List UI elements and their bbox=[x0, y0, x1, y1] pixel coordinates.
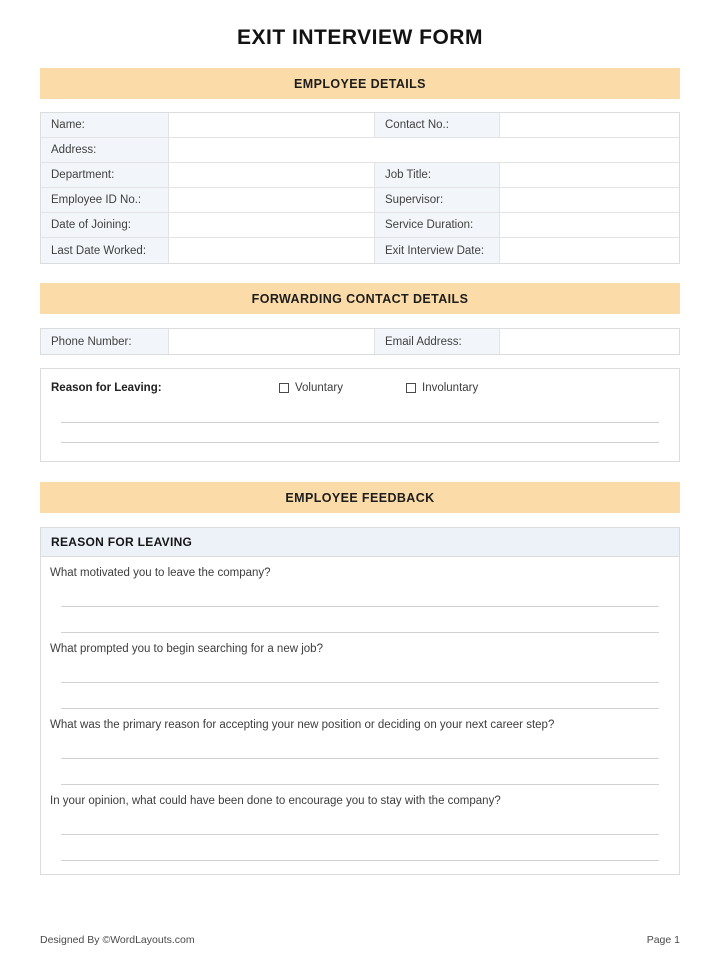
page-number: Page 1 bbox=[646, 934, 680, 946]
page-title: EXIT INTERVIEW FORM bbox=[237, 26, 483, 49]
question-text: What was the primary reason for accepting your new position or deciding on your next career step? bbox=[50, 719, 555, 731]
field-label-name: Name: bbox=[41, 113, 169, 138]
question-text: What motivated you to leave the company? bbox=[50, 567, 271, 579]
answer-line[interactable] bbox=[61, 835, 659, 861]
field-label-contact-no: Contact No.: bbox=[375, 113, 500, 138]
reason-answer-line[interactable] bbox=[61, 394, 659, 423]
field-label-employee-id: Employee ID No.: bbox=[41, 188, 169, 213]
employee-details-table bbox=[40, 112, 680, 264]
feedback-subheader-reason-for-leaving: REASON FOR LEAVING bbox=[41, 528, 679, 557]
footer-credit: Designed By ©WordLayouts.com bbox=[40, 934, 195, 946]
field-input-department[interactable] bbox=[169, 163, 375, 188]
field-input-name[interactable] bbox=[169, 113, 375, 138]
answer-line[interactable] bbox=[61, 733, 659, 759]
question-text: What prompted you to begin searching for a new job? bbox=[50, 643, 323, 655]
voluntary-label: Voluntary bbox=[295, 382, 343, 394]
field-input-employee-id[interactable] bbox=[169, 188, 375, 213]
field-label-supervisor: Supervisor: bbox=[375, 188, 500, 213]
field-input-address[interactable] bbox=[169, 138, 679, 163]
feedback-question-block bbox=[41, 792, 679, 861]
voluntary-checkbox-icon[interactable] bbox=[279, 383, 289, 393]
field-label-address: Address: bbox=[41, 138, 169, 163]
field-label-department: Department: bbox=[41, 163, 169, 188]
forwarding-contact-table bbox=[40, 328, 680, 355]
involuntary-option[interactable] bbox=[406, 382, 533, 394]
field-input-exit-interview-date[interactable] bbox=[500, 238, 679, 263]
reason-for-leaving-box bbox=[40, 368, 680, 462]
field-label-service-duration: Service Duration: bbox=[375, 213, 500, 238]
section-header-forwarding-contact: FORWARDING CONTACT DETAILS bbox=[40, 283, 680, 314]
field-label-exit-interview-date: Exit Interview Date: bbox=[375, 238, 500, 263]
field-label-last-date-worked: Last Date Worked: bbox=[41, 238, 169, 263]
answer-line[interactable] bbox=[61, 683, 659, 709]
answer-line[interactable] bbox=[61, 809, 659, 835]
question-text: In your opinion, what could have been done to encourage you to stay with the company? bbox=[50, 795, 501, 807]
answer-line[interactable] bbox=[61, 657, 659, 683]
field-label-date-of-joining: Date of Joining: bbox=[41, 213, 169, 238]
answer-line[interactable] bbox=[61, 759, 659, 785]
voluntary-option[interactable] bbox=[279, 382, 406, 394]
employee-feedback-box bbox=[40, 527, 680, 875]
field-input-contact-no[interactable] bbox=[500, 113, 679, 138]
involuntary-checkbox-icon[interactable] bbox=[406, 383, 416, 393]
page-footer bbox=[40, 934, 680, 946]
section-header-employee-details: EMPLOYEE DETAILS bbox=[40, 68, 680, 99]
reason-for-leaving-label: Reason for Leaving: bbox=[51, 382, 162, 394]
field-input-phone-number[interactable] bbox=[169, 329, 375, 354]
field-input-job-title[interactable] bbox=[500, 163, 679, 188]
involuntary-label: Involuntary bbox=[422, 382, 479, 394]
field-label-email-address: Email Address: bbox=[375, 329, 500, 354]
reason-answer-line[interactable] bbox=[61, 423, 659, 443]
section-header-employee-feedback: EMPLOYEE FEEDBACK bbox=[40, 482, 680, 513]
answer-line[interactable] bbox=[61, 581, 659, 607]
feedback-question-block bbox=[41, 716, 679, 785]
field-input-date-of-joining[interactable] bbox=[169, 213, 375, 238]
answer-line[interactable] bbox=[61, 607, 659, 633]
field-label-phone-number: Phone Number: bbox=[41, 329, 169, 354]
field-input-last-date-worked[interactable] bbox=[169, 238, 375, 263]
document-page bbox=[0, 26, 720, 875]
field-input-email-address[interactable] bbox=[500, 329, 679, 354]
feedback-question-block bbox=[41, 640, 679, 709]
field-label-job-title: Job Title: bbox=[375, 163, 500, 188]
field-input-supervisor[interactable] bbox=[500, 188, 679, 213]
feedback-question-block bbox=[41, 564, 679, 633]
field-input-service-duration[interactable] bbox=[500, 213, 679, 238]
